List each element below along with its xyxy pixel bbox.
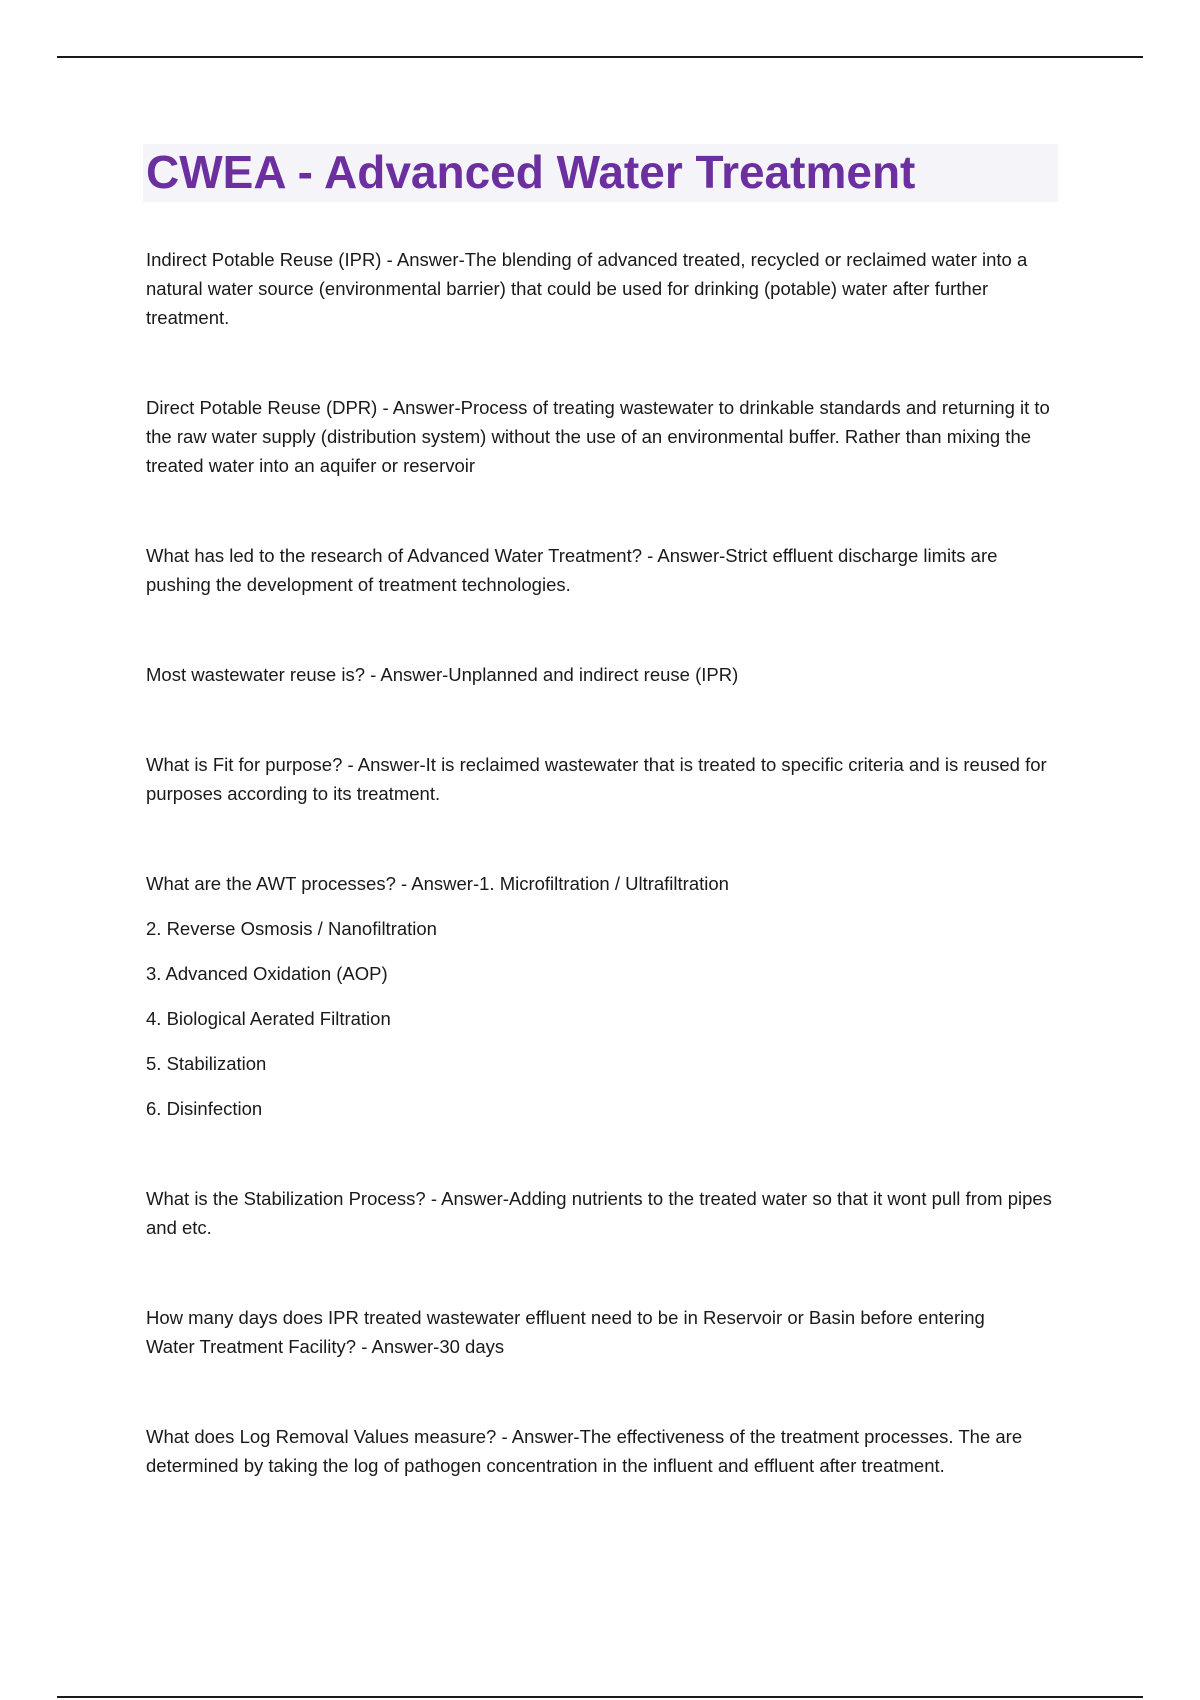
awt-list-item: 2. Reverse Osmosis / Nanofiltration [146, 918, 437, 939]
page-title: CWEA - Advanced Water Treatment [146, 146, 916, 198]
qa-entry-awt-processes [146, 869, 1066, 1123]
qa-entry-fit-for-purpose: What is Fit for purpose? - Answer-It is reclaimed wastewater that is treated to specific criteria and is reused for purposes according to its treatment. [146, 754, 1047, 804]
qa-entry-ipr-days: How many days does IPR treated wastewater effluent need to be in Reservoir or Basin before entering Water Treatment Facility? - Answer-30 days [146, 1307, 985, 1357]
qa-entry-research: What has led to the research of Advanced Water Treatment? - Answer-Strict effluent discharge limits are pushing the development of treatment technologies. [146, 545, 998, 595]
qa-entry-stabilization: What is the Stabilization Process? - Answer-Adding nutrients to the treated water so that it wont pull from pipes and etc. [146, 1188, 1052, 1238]
awt-list-item: 3. Advanced Oxidation (AOP) [146, 963, 388, 984]
document-body [146, 245, 1066, 1480]
awt-list-item: 6. Disinfection [146, 1098, 263, 1119]
qa-entry-log-removal: What does Log Removal Values measure? - Answer-The effectiveness of the treatment processes. The are determined by taking the log of pathogen concentration in the influent and effluent after treatment. [146, 1426, 1023, 1476]
bottom-rule [57, 1696, 1143, 1698]
awt-question: What are the AWT processes? - Answer-1. Microfiltration / Ultrafiltration [146, 873, 729, 894]
qa-entry-reuse: Most wastewater reuse is? - Answer-Unplanned and indirect reuse (IPR) [146, 664, 739, 685]
awt-list-item: 4. Biological Aerated Filtration [146, 1008, 391, 1029]
top-rule [57, 56, 1143, 58]
qa-entry-ipr: Indirect Potable Reuse (IPR) - Answer-The blending of advanced treated, recycled or reclaimed water into a natural water source (environmental barrier) that could be used for drinking (potable) water after further treatment. [146, 249, 1028, 328]
qa-entry-dpr: Direct Potable Reuse (DPR) - Answer-Process of treating wastewater to drinkable standards and returning it to the raw water supply (distribution system) without the use of an environmental buffer. Rather than mixing the treated water into an aquifer or reservoir [146, 397, 1050, 476]
awt-list-item: 5. Stabilization [146, 1053, 267, 1074]
